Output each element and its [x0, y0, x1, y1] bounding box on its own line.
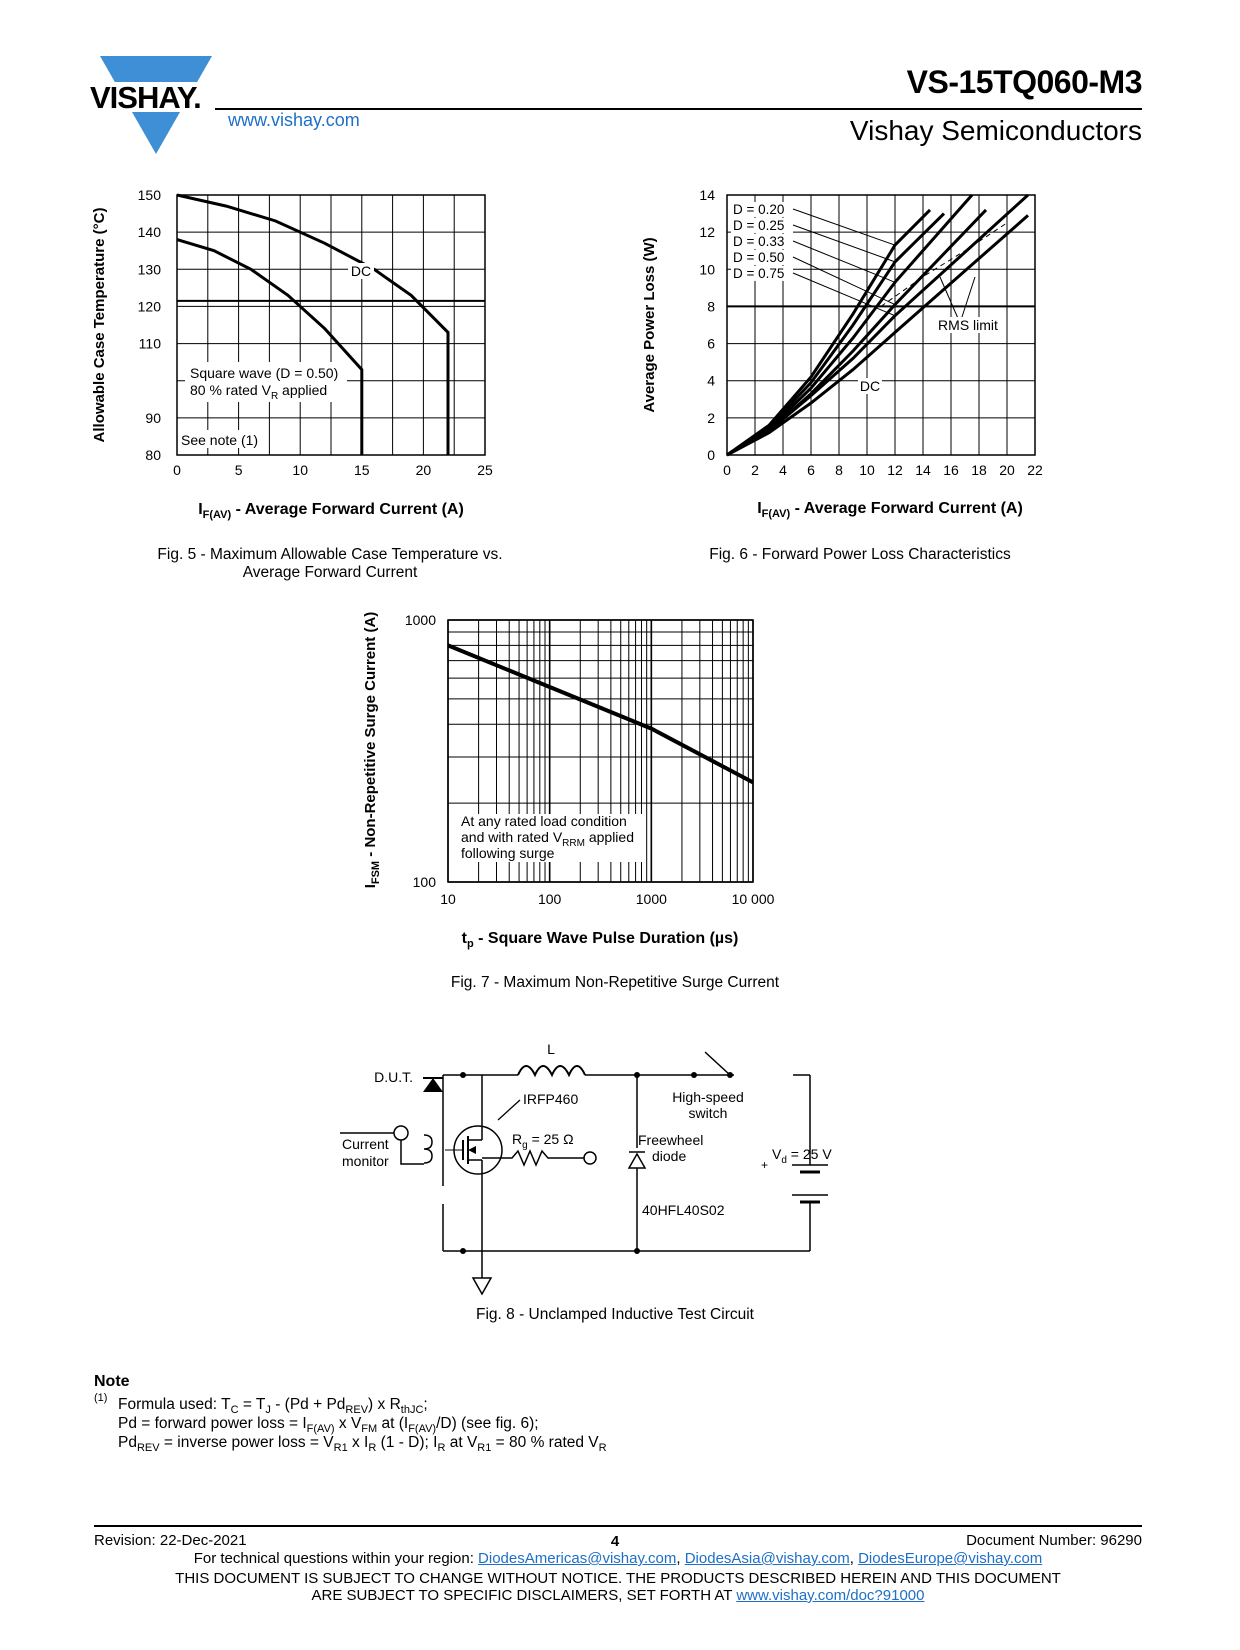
fig6-x-tick-label: 8: [835, 462, 843, 478]
battery-plus-label: +: [761, 1158, 769, 1172]
gate-terminal-icon: [584, 1152, 596, 1164]
company-name: Vishay Semiconductors: [849, 115, 1142, 146]
fig6-xlabel: $I_{F(AV)}$ - Average Forward Current (A): [757, 500, 1023, 520]
fig7-y-tick-label: 100: [412, 874, 436, 890]
fig5-y-tick-label: 150: [137, 187, 161, 203]
fig5-rated-vr-label: 80 % rated $V_R$ applied: [190, 382, 328, 402]
fig5-note-label: See note (1): [181, 432, 259, 448]
fig6-y-tick-label: 8: [707, 298, 715, 315]
mosfet-label: IRFP460: [523, 1091, 579, 1107]
fig7-annotation-line1: At any rated load condition: [461, 813, 627, 829]
fig6-legend-label: D = 0.75: [733, 266, 785, 281]
fig6-y-tick-label: 10: [699, 261, 715, 278]
footer-rule: [94, 1525, 1142, 1527]
vishay-logo: [70, 56, 220, 156]
fig5-x-tick-label: 15: [354, 462, 370, 478]
email-europe-link[interactable]: DiodesEurope@vishay.com: [858, 1550, 1043, 1567]
footer-tech-questions: For technical questions within your region: DiodesAmericas@vishay.com, DiodesAsia@vishay.com, DiodesEurope@vishay.com: [193, 1550, 1043, 1567]
fig6-caption: Fig. 6 - Forward Power Loss Characteristics: [709, 546, 1011, 563]
fig6-x-tick-label: 6: [807, 462, 815, 478]
fig6-y-tick-label: 0: [707, 447, 715, 463]
rg-label: $R_g = 25$ Ω: [512, 1131, 574, 1151]
fig7-tick-labels: [405, 612, 775, 907]
freewheel-diode-icon: [629, 1152, 645, 1168]
current-monitor-label-line1: Current: [342, 1136, 389, 1152]
fig6-legend-label: D = 0.20: [733, 202, 785, 217]
fig6-series-line-rms-limit: [881, 223, 1007, 307]
footer-page-number: 4: [610, 1533, 620, 1550]
fig6-legend-leader: [793, 209, 895, 245]
footer-disclaimer-line2: ARE SUBJECT TO SPECIFIC DISCLAIMERS, SET FORTH AT www.vishay.com/doc?91000: [311, 1587, 925, 1604]
fig6-y-tick-label: 2: [707, 409, 715, 426]
fig5-square-wave-label: Square wave (D = 0.50): [190, 365, 339, 381]
fig6-legend-leader: [793, 241, 895, 282]
fig6-x-tick-label: 18: [971, 462, 987, 478]
fig6-x-tick-label: 16: [943, 462, 959, 478]
fig6-legend-leader: [793, 257, 895, 305]
footer-doc-number: Document Number: 96290: [966, 1532, 1142, 1549]
fig5-y-tick-label: 90: [145, 409, 161, 426]
fig8-caption: Fig. 8 - Unclamped Inductive Test Circuit: [476, 1306, 754, 1323]
switch-label-line2: switch: [688, 1105, 728, 1121]
fig6-y-tick-label: 4: [707, 372, 715, 389]
fig8-circuit: [340, 1040, 860, 1320]
fig5-caption-line2: Average Forward Current: [242, 564, 418, 581]
fig7-x-tick-label: 10 000: [731, 891, 775, 907]
fig5-y-tick-label: 140: [137, 224, 161, 241]
dut-diode-icon: [423, 1078, 443, 1092]
fig5-caption: [80, 546, 580, 582]
high-speed-switch-icon: [691, 1052, 733, 1078]
current-monitor-label-line2: monitor: [342, 1153, 389, 1169]
fig7-series-line-ifsm: [448, 645, 753, 782]
fig7-series: [448, 645, 753, 782]
battery-icon: [792, 1165, 828, 1202]
fig5-x-tick-label: 10: [292, 462, 308, 478]
fig6-x-tick-label: 2: [751, 462, 759, 478]
fig6-x-tick-label: 4: [779, 462, 787, 478]
note-line1: Formula used: $T_C = T_J - (Pd + Pd_{REV})$ x $R_{thJC}$;: [118, 1396, 428, 1417]
disclaimer-link[interactable]: www.vishay.com/doc?91000: [736, 1587, 925, 1604]
note-marker: (1): [94, 1392, 108, 1404]
fig6-y-tick-label: 6: [707, 335, 715, 352]
inductor-icon: [518, 1066, 585, 1075]
fig7-xlabel: $t_p$ - Square Wave Pulse Duration (µs): [461, 930, 739, 950]
dut-label: D.U.T.: [374, 1069, 413, 1085]
fig6-rms-label: RMS limit: [938, 317, 998, 333]
fig5-dc-label: DC: [350, 263, 372, 279]
note-heading: Note: [94, 1373, 130, 1390]
fig6-legend-leader: [793, 225, 895, 262]
fig5-y-tick-label: 130: [137, 261, 161, 278]
fig5-y-tick-label: 120: [137, 298, 161, 315]
header-url-link[interactable]: www.vishay.com: [228, 110, 360, 130]
fig7-y-tick-label: 1000: [404, 612, 436, 628]
email-americas-link[interactable]: DiodesAmericas@vishay.com: [478, 1550, 677, 1567]
fig5-y-tick-label: 80: [145, 447, 161, 463]
mosfet-icon: [445, 1125, 502, 1175]
fig6-legend-label: D = 0.50: [733, 250, 785, 265]
mosfet-leader: [498, 1100, 520, 1120]
fig7-annotation-line3: following surge: [461, 845, 555, 861]
fig5-x-tick-label: 20: [415, 462, 432, 478]
email-asia-link[interactable]: DiodesAsia@vishay.com: [684, 1550, 850, 1567]
circuit-wires: [443, 1075, 810, 1278]
fig6-x-tick-label: 14: [915, 462, 931, 478]
fig6-dc-label: DC: [859, 378, 881, 394]
switch-label-line1: High-speed: [672, 1089, 744, 1105]
fig7-x-tick-label: 100: [537, 891, 562, 907]
inductor-label: L: [547, 1041, 555, 1057]
fig7-x-tick-label: 10: [440, 891, 456, 907]
tech-prefix: For technical questions within your region:: [193, 1550, 479, 1567]
fig7-ylabel: $I_{FSM}$ - Non-Repetitive Surge Current (A): [362, 611, 382, 889]
fig6-legend-leader: [793, 273, 895, 316]
footer-disclaimer-line1: THIS DOCUMENT IS SUBJECT TO CHANGE WITHOUT NOTICE. THE PRODUCTS DESCRIBED HEREIN AND THIS DOCUMENT: [175, 1570, 1061, 1587]
fig6-y-tick-label: 12: [699, 224, 715, 241]
freewheel-label-line2: diode: [652, 1148, 687, 1164]
fig5-series: [177, 195, 448, 455]
vd-label: $V_d = 25$ V: [772, 1146, 832, 1166]
fig6-x-tick-label: 10: [859, 462, 875, 478]
fig5-caption-line1: Fig. 5 - Maximum Allowable Case Temperature vs.: [157, 546, 503, 563]
fig5-x-tick-label: 0: [173, 462, 181, 478]
fig5-series-line-dc: [177, 195, 448, 455]
fig6-x-tick-label: 22: [1027, 462, 1043, 478]
fig5-ylabel: Allowable Case Temperature (°C): [91, 207, 108, 443]
fig6-ylabel: Average Power Loss (W): [641, 237, 658, 413]
fig6-legend-label: D = 0.33: [733, 234, 785, 249]
fig5-x-tick-label: 25: [477, 462, 493, 478]
fig5-chart: [80, 185, 540, 530]
fig6-x-tick-label: 0: [723, 462, 731, 478]
part-number: VS-15TQ060-M3: [906, 64, 1142, 100]
freewheel-part-label: 40HFL40S02: [642, 1202, 725, 1218]
ground-icon: [473, 1278, 491, 1294]
fig5-xlabel: $I_{F(AV)}$ - Average Forward Current (A): [198, 501, 464, 521]
fig5-y-tick-label: 110: [138, 335, 161, 352]
fig7-chart: [345, 600, 795, 960]
fig7-caption: Fig. 7 - Maximum Non-Repetitive Surge Current: [450, 974, 780, 991]
logo-text: VISHAY.: [90, 80, 201, 115]
freewheel-label-line1: Freewheel: [638, 1132, 704, 1148]
fig5-x-tick-label: 5: [234, 462, 243, 478]
fig6-legend-label: D = 0.25: [733, 218, 785, 233]
fig7-annotation-line2: and with rated $V_{RRM}$ applied: [461, 829, 634, 849]
fig6-x-tick-label: 20: [999, 462, 1015, 478]
fig6-x-tick-label: 12: [887, 462, 903, 478]
footer-revision: Revision: 22-Dec-2021: [94, 1532, 247, 1549]
note-line2: Pd = forward power loss = $I_{F(AV)}$ x $V_{FM}$ at $(I_{F(AV)}/D)$ (see fig. 6);: [118, 1415, 539, 1436]
fig7-x-tick-label: 1000: [635, 891, 667, 907]
fig6-chart: [630, 185, 1060, 530]
note-line3: $Pd_{REV}$ = inverse power loss = $V_{R1}$ x $I_R$ (1 - D); $I_R$ at $V_{R1} = 80$ % rated $V_R$: [118, 1434, 607, 1455]
fig6-y-tick-label: 14: [699, 187, 715, 203]
